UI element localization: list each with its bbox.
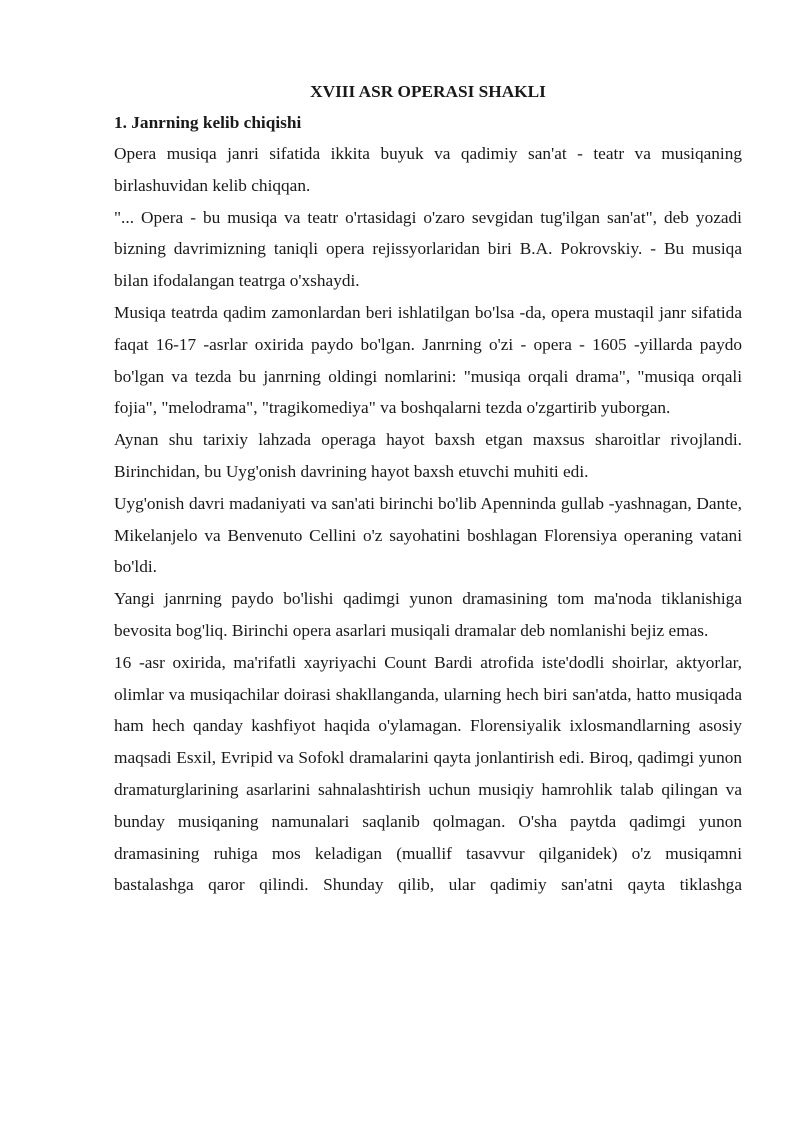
paragraph: 16 -asr oxirida, ma'rifatli xayriyachi Count Bardi atrofida iste'dodli shoirlar, aktyorlar, olimlar va musiqachilar doirasi shakllanganda, ularning hech biri san'atda, hatto musiqada ham hech qanday kashfiyot haqida o'ylamagan. Florensiyalik ixlosmandlarning asosiy maqsadi Esxil, Evripid va Sofokl dramalarini qayta jonlantirish edi. Biroq, qadimgi yunon dramaturglarining asarlarini sahnalashtirish uchun musiqiy hamrohlik talab qilingan va bunday musiqaning namunalari saqlanib qolmagan. O'sha paytda qadimgi yunon dramasining ruhiga mos keladigan (muallif tasavvur qilganidek) o'z musiqamni bastalashga qaror qilindi. Shunday qilib, ular qadimiy san'atni qayta tiklashga	[114, 652, 742, 895]
paragraph: Opera musiqa janri sifatida ikkita buyuk va qadimiy san'at - teatr va musiqaning birlashuvidan kelib chiqqan.	[114, 144, 742, 195]
document-title: XVIII ASR OPERASI SHAKLI	[310, 82, 546, 101]
paragraph: Yangi janrning paydo bo'lishi qadimgi yunon dramasining tom ma'noda tiklanishiga bevosita bog'liq. Birinchi opera asarlari musiqali dramalar deb nomlanishi bejiz emas.	[114, 589, 742, 640]
paragraph: Uyg'onish davri madaniyati va san'ati birinchi bo'lib Apenninda gullab -yashnagan, Dante, Mikelanjelo va Benvenuto Cellini o'z sayohatini boshlagan Florensiya operaning vatani bo'ldi.	[114, 493, 742, 577]
document-page	[114, 76, 742, 901]
paragraph: "... Opera - bu musiqa va teatr o'rtasidagi o'zaro sevgidan tug'ilgan san'at", deb yozadi bizning davrimizning taniqli opera rejissyorlaridan biri B.A. Pokrovskiy. - Bu musiqa bilan ifodalangan teatrga o'xshaydi.	[114, 207, 742, 291]
paragraph: Aynan shu tarixiy lahzada operaga hayot baxsh etgan maxsus sharoitlar rivojlandi. Birinchidan, bu Uyg'onish davrining hayot baxsh etuvchi muhiti edi.	[114, 430, 742, 481]
paragraph: Musiqa teatrda qadim zamonlardan beri ishlatilgan bo'lsa -da, opera mustaqil janr sifatida faqat 16-17 -asrlar oxirida paydo bo'lgan. Janrning o'zi - opera - 1605 -yillarda paydo bo'lgan va tezda bu janrning oldingi nomlarini: "musiqa orqali drama", "musiqa orqali fojia", "melodrama", "tragikomediya" va boshqalarni tezda o'zgartirib yuborgan.	[114, 302, 742, 418]
section-heading: 1. Janrning kelib chiqishi	[114, 113, 302, 132]
